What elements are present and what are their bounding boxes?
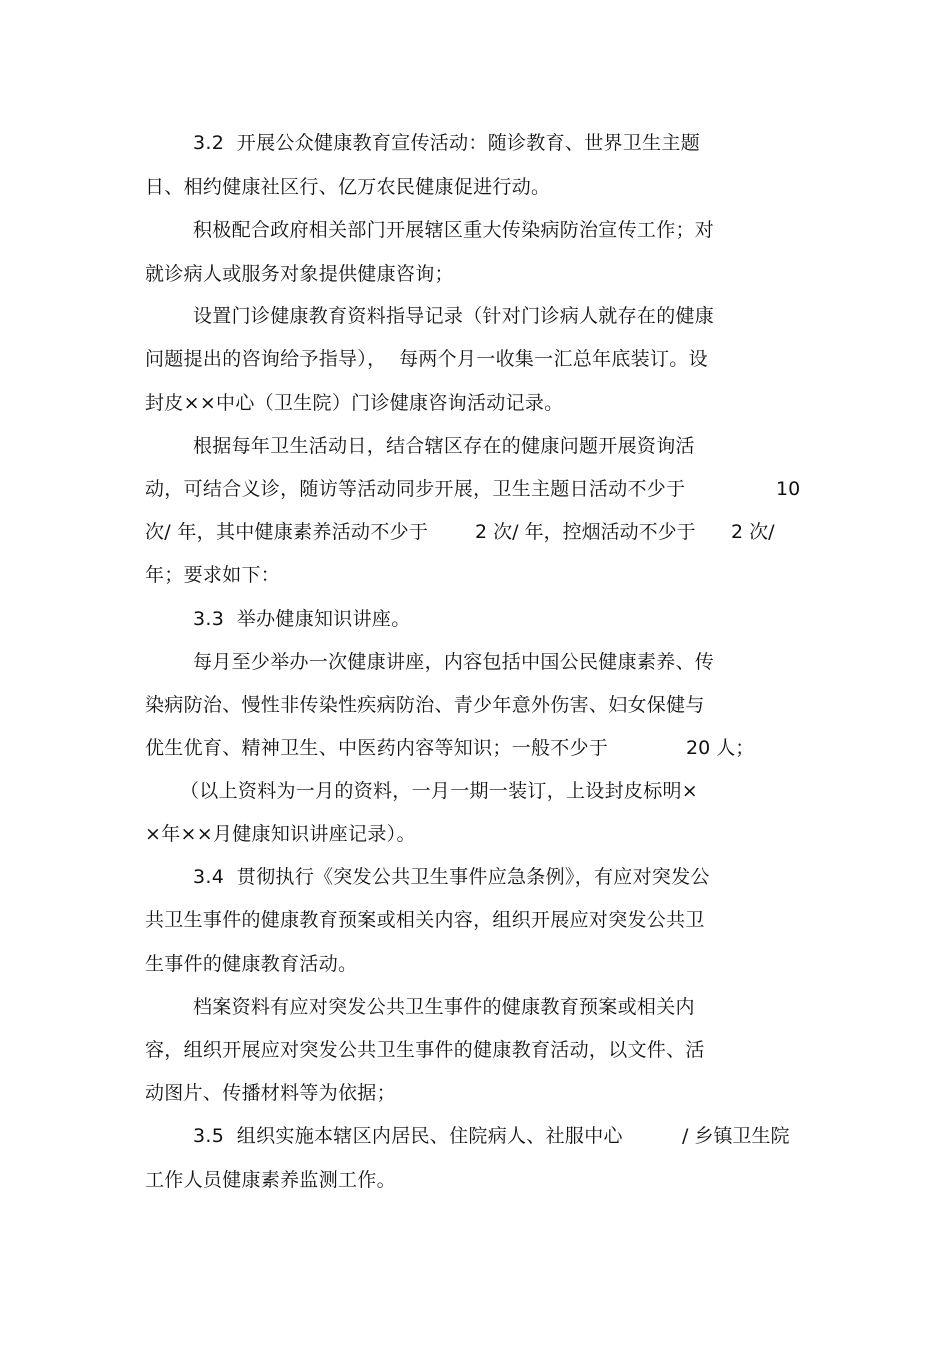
paragraph-line: 动图片、传播材料等为依据； (145, 1082, 396, 1104)
paragraph-line: 工作人员健康素养监测工作。 (145, 1169, 396, 1191)
paragraph-line: 设置门诊健康教育资料指导记录（针对门诊病人就存在的健康 (193, 305, 715, 327)
paragraph-line: 动，可结合义诊，随访等活动同步开展，卫生主题日活动不少于 (145, 478, 686, 500)
paragraph-line: 染病防治、慢性非传染性疾病防治、青少年意外伤害、妇女保健与 (145, 694, 705, 716)
paragraph-line: 3.4 贯彻执行《突发公共卫生事件应急条例》，有应对突发公 (193, 866, 710, 888)
paragraph-line: 就诊病人或服务对象提供健康咨询； (145, 263, 454, 285)
paragraph-line: 问题提出的咨询给予指导）， 每两个月一收集一汇总年底装订。设 (145, 348, 708, 370)
paragraph-line: 年；要求如下： (145, 564, 281, 586)
paragraph-line: 共卫生事件的健康教育预案或相关内容，组织开展应对突发公共卫 (145, 909, 705, 931)
paragraph-line: ×年××月健康知识讲座记录）。 (145, 823, 416, 845)
paragraph-line: 根据每年卫生活动日，结合辖区存在的健康问题开展资询活 (193, 435, 695, 457)
paragraph-line: （以上资料为一月的资料，一月一期一装订，上设封皮标明× (180, 780, 699, 802)
paragraph-line: 档案资料有应对突发公共卫生事件的健康教育预案或相关内 (193, 996, 695, 1018)
paragraph-line: 优生优育、精神卫生、中医药内容等知识；一般不少于 (145, 737, 609, 759)
paragraph-line: 积极配合政府相关部门开展辖区重大传染病防治宣传工作；对 (193, 219, 715, 241)
paragraph-line: 3.2 开展公众健康教育宣传活动：随诊教育、世界卫生主题 (193, 132, 700, 154)
paragraph-line: 生事件的健康教育活动。 (145, 953, 358, 975)
paragraph-line: 次/ 年，其中健康素养活动不少于 (145, 521, 429, 543)
paragraph-line: 封皮××中心（卫生院）门诊健康咨询活动记录。 (145, 392, 564, 414)
count-value: 20 人； (686, 737, 755, 759)
paragraph-line: 每月至少举办一次健康讲座，内容包括中国公民健康素养、传 (193, 651, 715, 673)
paragraph-fragment: / 乡镇卫生院 (682, 1125, 790, 1147)
paragraph-line: 容，组织开展应对突发公共卫生事件的健康教育活动，以文件、活 (145, 1039, 705, 1061)
paragraph-line: 3.5 组织实施本辖区内居民、住院病人、社服中心 (193, 1125, 623, 1147)
paragraph-line: 日、相约健康社区行、亿万农民健康促进行动。 (145, 176, 551, 198)
section-heading: 3.3 举办健康知识讲座。 (193, 608, 411, 630)
count-value: 10 (776, 478, 801, 500)
count-value: 2 次/ (731, 521, 775, 543)
count-value: 2 次/ 年，控烟活动不少于 (475, 521, 696, 543)
